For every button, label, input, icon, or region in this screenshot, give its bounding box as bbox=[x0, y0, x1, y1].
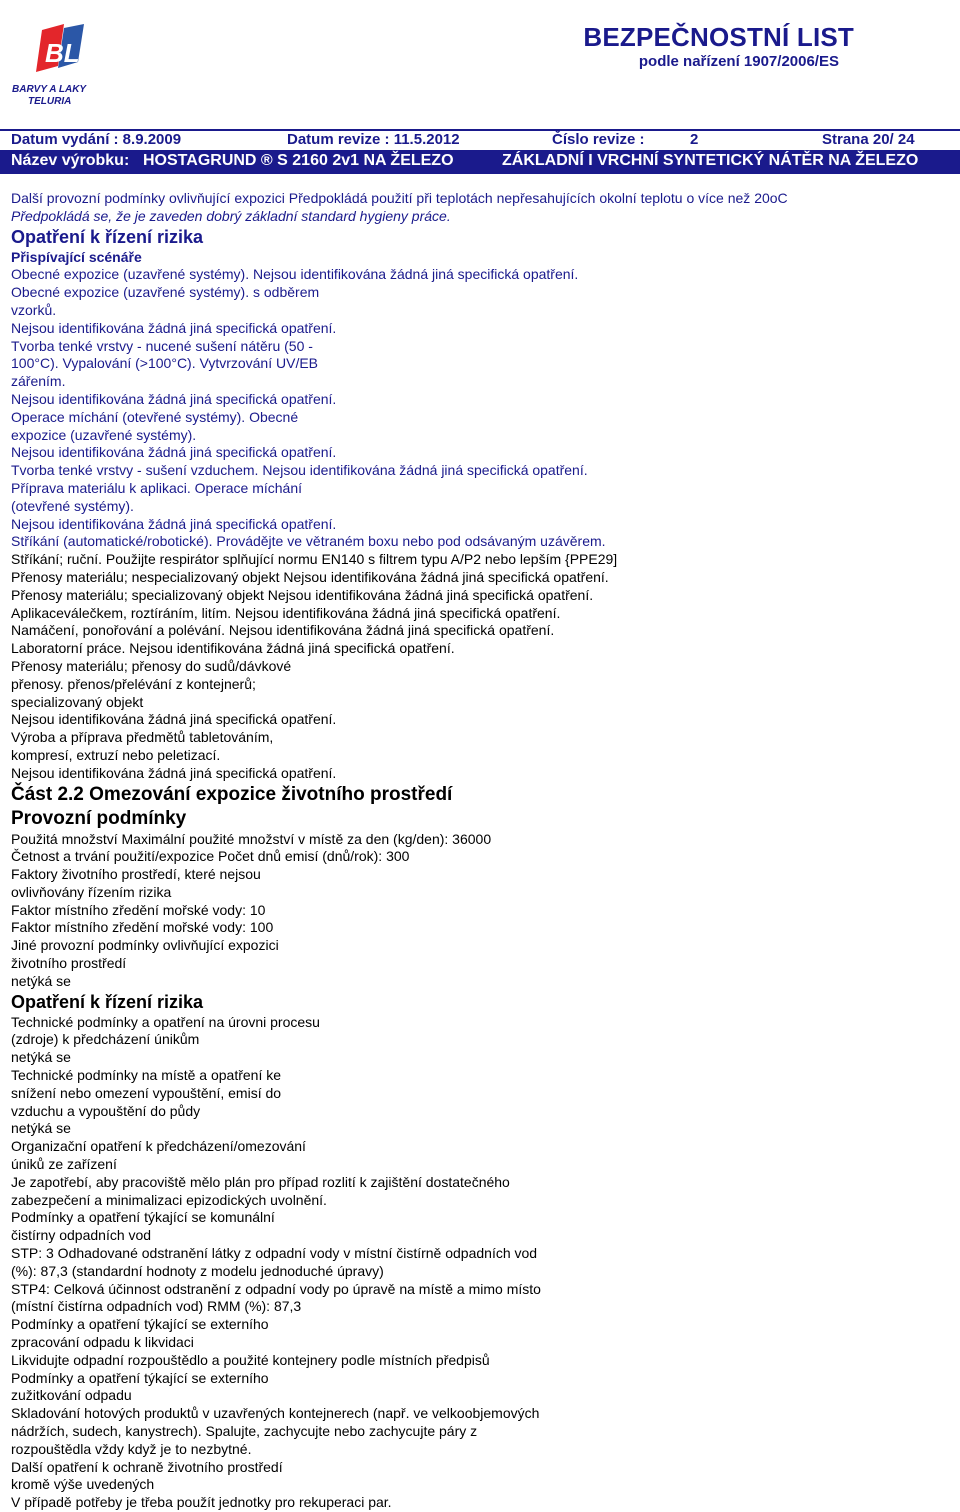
text-line: Laboratorní práce. Nejsou identifikována žádná jiná specifická opatření. bbox=[11, 640, 455, 657]
logo-caption-2: TELURIA bbox=[28, 96, 72, 107]
section-heading: Část 2.2 Omezování expozice životního prostředí bbox=[11, 783, 453, 805]
text-line: Stříkání (automatické/robotické). Provádějte ve větraném boxu nebo pod odsávaným uzávěrem. bbox=[11, 533, 606, 550]
text-line: Tvorba tenké vrstvy - nucené sušení nátěru (50 - bbox=[11, 337, 313, 354]
text-line: zářením. bbox=[11, 373, 66, 390]
text-line: specializovaný objekt bbox=[11, 693, 144, 710]
text-line: netýká se bbox=[11, 1120, 71, 1137]
document-subtitle: podle nařízení 1907/2006/ES bbox=[638, 53, 839, 70]
section-heading: Přispívající scénáře bbox=[11, 248, 142, 265]
text-line: Faktor místního zředění mořské vody: 10 bbox=[11, 901, 266, 918]
text-line: zužitkování odpadu bbox=[11, 1387, 132, 1404]
revision-number-value: 2 bbox=[690, 131, 699, 148]
text-line: přenosy. přenos/přelévání z kontejnerů; bbox=[11, 675, 256, 692]
text-line: zabezpečení a minimalizaci epizodických uvolnění. bbox=[11, 1191, 327, 1208]
text-line: Nejsou identifikována žádná jiná specifická opatření. bbox=[11, 515, 337, 532]
text-line: rozpouštědla vždy když je to nezbytné. bbox=[11, 1440, 252, 1457]
text-line: netýká se bbox=[11, 972, 71, 989]
issue-date: Datum vydání : 8.9.2009 bbox=[11, 131, 182, 148]
product-name-label: Název výrobku: bbox=[11, 152, 130, 169]
revision-date: Datum revize : 11.5.2012 bbox=[287, 131, 460, 148]
text-line: Technické podmínky na místě a opatření ke bbox=[11, 1067, 282, 1084]
product-description: ZÁKLADNÍ I VRCHNÍ SYNTETICKÝ NÁTĚR NA ŽELEZO bbox=[502, 152, 919, 169]
text-line: expozice (uzavřené systémy). bbox=[11, 426, 197, 443]
text-line: Přenosy materiálu; nespecializovaný objekt Nejsou identifikována žádná jiná specifická opatření. bbox=[11, 568, 609, 585]
text-line: Nejsou identifikována žádná jiná specifická opatření. bbox=[11, 319, 337, 336]
document-title: BEZPEČNOSTNÍ LIST bbox=[583, 22, 854, 52]
product-name-bar bbox=[0, 150, 960, 174]
text-line: Příprava materiálu k aplikaci. Operace míchání bbox=[11, 479, 303, 496]
text-line: Nejsou identifikována žádná jiná specifická opatření. bbox=[11, 711, 337, 728]
document-body bbox=[11, 190, 941, 1512]
text-line: (otevřené systémy). bbox=[11, 497, 134, 514]
text-line: Namáčení, ponořování a polévání. Nejsou identifikována žádná jiná specifická opatření. bbox=[11, 622, 555, 639]
text-line: Likvidujte odpadní rozpouštědlo a použité kontejnery podle místních předpisů bbox=[11, 1351, 490, 1368]
text-line: (místní čistírna odpadních vod) RMM (%): 87,3 bbox=[11, 1298, 302, 1315]
text-line: kromě výše uvedených bbox=[11, 1476, 155, 1493]
page-number: Strana 20/ 24 bbox=[822, 131, 915, 148]
text-line: Četnost a trvání použití/expozice Počet dnů emisí (dnů/rok): 300 bbox=[11, 848, 410, 865]
text-line: nádržích, sudech, kanystrech). Spalujte, zachycujte nebo zachycujte páry z bbox=[11, 1423, 478, 1439]
text-line: Použitá množství Maximální použité množství v místě za den (kg/den): 36000 bbox=[11, 830, 492, 847]
company-logo bbox=[12, 22, 124, 112]
text-line: kompresí, extruzí nebo peletizací. bbox=[11, 746, 221, 763]
text-line: Podmínky a opatření týkající se komunální bbox=[11, 1209, 275, 1226]
text-line: Přenosy materiálu; přenosy do sudů/dávkové bbox=[11, 657, 292, 674]
text-line: zpracování odpadu k likvidaci bbox=[11, 1334, 194, 1351]
text-line: Stříkání; ruční. Použijte respirátor splňující normu EN140 s filtrem typu A/P2 nebo lepším {PPE29] bbox=[11, 551, 618, 568]
text-line: Výroba a příprava předmětů tabletováním, bbox=[11, 729, 274, 746]
revision-number-label: Číslo revize : bbox=[552, 131, 645, 148]
text-line: STP4: Celková účinnost odstranění z odpadní vody po úpravě na místě a mimo místo bbox=[11, 1280, 541, 1297]
text-line: Nejsou identifikována žádná jiná specifická opatření. bbox=[11, 390, 337, 407]
text-line: vzduchu a vypouštění do půdy bbox=[11, 1102, 201, 1119]
text-line: Je zapotřebí, aby pracoviště mělo plán pro případ rozlití k zajištění dostatečného bbox=[11, 1173, 510, 1190]
text-line: úniků ze zařízení bbox=[11, 1156, 117, 1173]
text-line: Aplikaceválečkem, roztíráním, litím. Nejsou identifikována žádná jiná specifická opatření. bbox=[11, 604, 561, 621]
text-line: Další provozní podmínky ovlivňující expozici Předpokládá použití při teplotách nepřesahujících okolní teplotu o více než 20oC bbox=[11, 190, 788, 206]
text-line: netýká se bbox=[11, 1049, 71, 1066]
text-line: STP: 3 Odhadované odstranění látky z odpadní vody v místní čistírně odpadních vod bbox=[11, 1245, 538, 1262]
header-info-row bbox=[0, 130, 960, 150]
text-line: čistírny odpadních vod bbox=[11, 1227, 152, 1244]
section-heading: Opatření k řízení rizika bbox=[11, 226, 204, 247]
text-line: Faktor místního zředění mořské vody: 100 bbox=[11, 919, 274, 936]
text-line: Organizační opatření k předcházení/omezování bbox=[11, 1138, 306, 1155]
logo-letters: BL bbox=[45, 38, 80, 68]
section-heading: Provozní podmínky bbox=[11, 807, 187, 829]
text-line: (zdroje) k předcházení únikům bbox=[11, 1031, 200, 1048]
text-line: Podmínky a opatření týkající se externího bbox=[11, 1316, 269, 1333]
text-line: Obecné expozice (uzavřené systémy). Nejsou identifikována žádná jiná specifická opatření. bbox=[11, 266, 579, 283]
text-line: Obecné expozice (uzavřené systémy). s odběrem bbox=[11, 284, 320, 301]
text-line: ovlivňovány řízením rizika bbox=[11, 883, 172, 900]
text-line: Faktory životního prostředí, které nejsou bbox=[11, 866, 261, 883]
text-line: Jiné provozní podmínky ovlivňující expozici bbox=[11, 937, 279, 954]
text-line: Tvorba tenké vrstvy - sušení vzduchem. Nejsou identifikována žádná jiná specifická opatření. bbox=[11, 462, 588, 479]
text-line: Podmínky a opatření týkající se externího bbox=[11, 1369, 269, 1386]
text-line: Nejsou identifikována žádná jiná specifická opatření. bbox=[11, 444, 337, 461]
text-line: Přenosy materiálu; specializovaný objekt Nejsou identifikována žádná jiná specifická opatření. bbox=[11, 586, 594, 603]
text-line: Technické podmínky a opatření na úrovni procesu bbox=[11, 1013, 320, 1030]
text-line: 100°C). Vypalování (>100°C). Vytvrzování UV/EB bbox=[11, 355, 319, 372]
section-heading: Opatření k řízení rizika bbox=[11, 991, 204, 1012]
text-line: vzorků. bbox=[11, 301, 57, 318]
text-line: snížení nebo omezení vypouštění, emisí do bbox=[11, 1084, 282, 1101]
text-line: Operace míchání (otevřené systémy). Obecné bbox=[11, 408, 299, 425]
text-line: Další opatření k ochraně životního prostředí bbox=[11, 1458, 283, 1475]
text-line: Skladování hotových produktů v uzavřených kontejnerech (např. ve velkoobjemových bbox=[11, 1405, 540, 1422]
product-name-value: HOSTAGRUND ® S 2160 2v1 NA ŽELEZO bbox=[143, 152, 454, 169]
text-line: Nejsou identifikována žádná jiná specifická opatření. bbox=[11, 764, 337, 781]
logo-caption-1: BARVY A LAKY bbox=[12, 84, 87, 95]
text-line: V případě potřeby je třeba použít jednotky pro rekuperaci par. bbox=[11, 1494, 392, 1511]
text-line: Předpokládá se, že je zaveden dobrý základní standard hygieny práce. bbox=[11, 207, 451, 224]
text-line: (%): 87,3 (standardní hodnoty z modelu jednoduché úpravy) bbox=[11, 1262, 384, 1279]
text-line: životního prostředí bbox=[11, 955, 127, 972]
